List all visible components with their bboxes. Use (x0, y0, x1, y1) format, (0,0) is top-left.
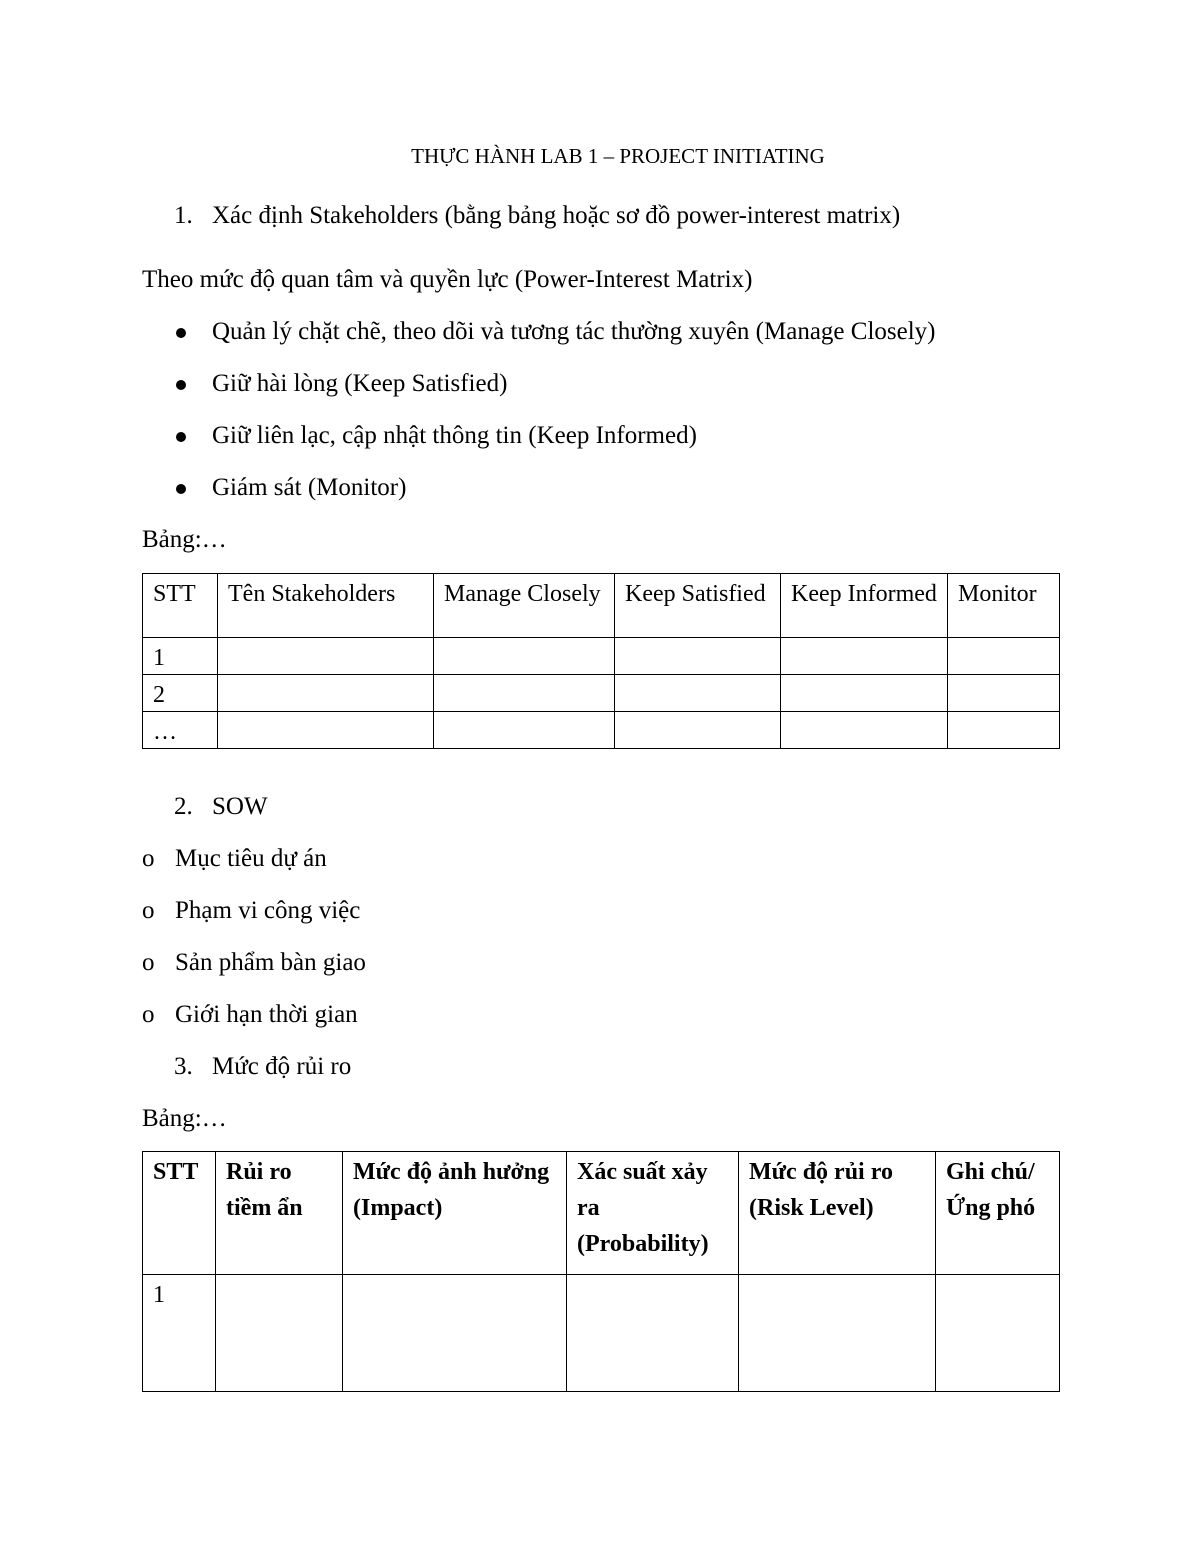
table-row (143, 1275, 1060, 1392)
bullet-text: Quản lý chặt chẽ, theo dõi và tương tác thường xuyên (Manage Closely) (212, 318, 936, 345)
table-cell (218, 712, 434, 749)
table-cell (781, 712, 948, 749)
table-header-cell: STT (143, 574, 218, 638)
sow-item (142, 846, 327, 871)
table-cell (218, 638, 434, 675)
document-title: THỰC HÀNH LAB 1 – PROJECT INITIATING (411, 144, 825, 168)
sow-item-text: Phạm vi công việc (175, 897, 361, 924)
table-header-cell: Ghi chú/Ứng phó (936, 1152, 1060, 1275)
bullet-dot-icon (142, 371, 212, 396)
table-header-cell: Mức độ rủi ro (Risk Level) (739, 1152, 936, 1275)
table-cell (781, 638, 948, 675)
section1-heading (174, 203, 900, 228)
bullet-dot-icon (142, 475, 212, 500)
table-cell (948, 675, 1060, 712)
table-row (143, 675, 1060, 712)
section2-number: 2. (174, 793, 193, 820)
list-marker: o (142, 1001, 155, 1028)
table-cell (781, 675, 948, 712)
table-header-cell: Xác suất xảy ra (Probability) (567, 1152, 739, 1275)
table-header-cell: Keep Satisfied (615, 574, 781, 638)
table-cell (343, 1275, 567, 1392)
bullet-item (142, 475, 406, 500)
sow-item (142, 1002, 358, 1027)
table-row (143, 712, 1060, 749)
bullet-text: Giữ hài lòng (Keep Satisfied) (212, 370, 508, 397)
section1-number: 1. (174, 202, 193, 229)
risk-table (142, 1151, 1060, 1392)
table-cell: … (143, 712, 218, 749)
table-cell (434, 675, 615, 712)
table-cell: 1 (143, 1275, 216, 1392)
section3-heading (174, 1054, 351, 1079)
list-marker: o (142, 949, 155, 976)
table-cell (936, 1275, 1060, 1392)
table-cell (615, 712, 781, 749)
table-cell (218, 675, 434, 712)
bullet-dot-icon (142, 423, 212, 448)
sow-item (142, 898, 360, 923)
table-row (143, 638, 1060, 675)
table-header-cell: Mức độ ảnh hưởng (Impact) (343, 1152, 567, 1275)
table-header-cell: Monitor (948, 574, 1060, 638)
sow-item-text: Mục tiêu dự án (175, 845, 327, 872)
sow-item-text: Giới hạn thời gian (175, 1001, 358, 1028)
table-header-cell: Manage Closely (434, 574, 615, 638)
table-cell: 2 (143, 675, 218, 712)
bullet-text: Giám sát (Monitor) (212, 474, 407, 501)
table-cell (567, 1275, 739, 1392)
table-cell (615, 638, 781, 675)
bullet-text: Giữ liên lạc, cập nhật thông tin (Keep Informed) (212, 422, 697, 449)
table-header-cell: Tên Stakeholders (218, 574, 434, 638)
section2-heading-text: SOW (212, 793, 268, 820)
section3-number: 3. (174, 1053, 193, 1080)
section1-heading-text: Xác định Stakeholders (bằng bảng hoặc sơ đồ power-interest matrix) (212, 202, 901, 229)
table1-label: Bảng:… (142, 526, 227, 553)
table-header-row (143, 1152, 1060, 1275)
list-marker: o (142, 897, 155, 924)
stakeholder-table (142, 573, 1060, 749)
table-cell (434, 638, 615, 675)
table2-label: Bảng:… (142, 1105, 227, 1132)
table-header-row (143, 574, 1060, 638)
bullet-item (142, 319, 936, 344)
sow-item-text: Sản phẩm bàn giao (175, 949, 366, 976)
table-header-cell: STT (143, 1152, 216, 1275)
table-header-cell: Rủi ro tiềm ẩn (216, 1152, 343, 1275)
table-cell (739, 1275, 936, 1392)
list-marker: o (142, 845, 155, 872)
table-cell: 1 (143, 638, 218, 675)
sow-item (142, 950, 366, 975)
table-cell (948, 638, 1060, 675)
bullet-item (142, 423, 697, 448)
section1-intro: Theo mức độ quan tâm và quyền lực (Power-Interest Matrix) (142, 266, 753, 293)
table-cell (216, 1275, 343, 1392)
section3-heading-text: Mức độ rủi ro (212, 1053, 352, 1080)
section2-heading (174, 794, 268, 819)
table-header-cell: Keep Informed (781, 574, 948, 638)
table-cell (434, 712, 615, 749)
bullet-dot-icon (142, 319, 212, 344)
table-cell (948, 712, 1060, 749)
table-cell (615, 675, 781, 712)
bullet-item (142, 371, 507, 396)
